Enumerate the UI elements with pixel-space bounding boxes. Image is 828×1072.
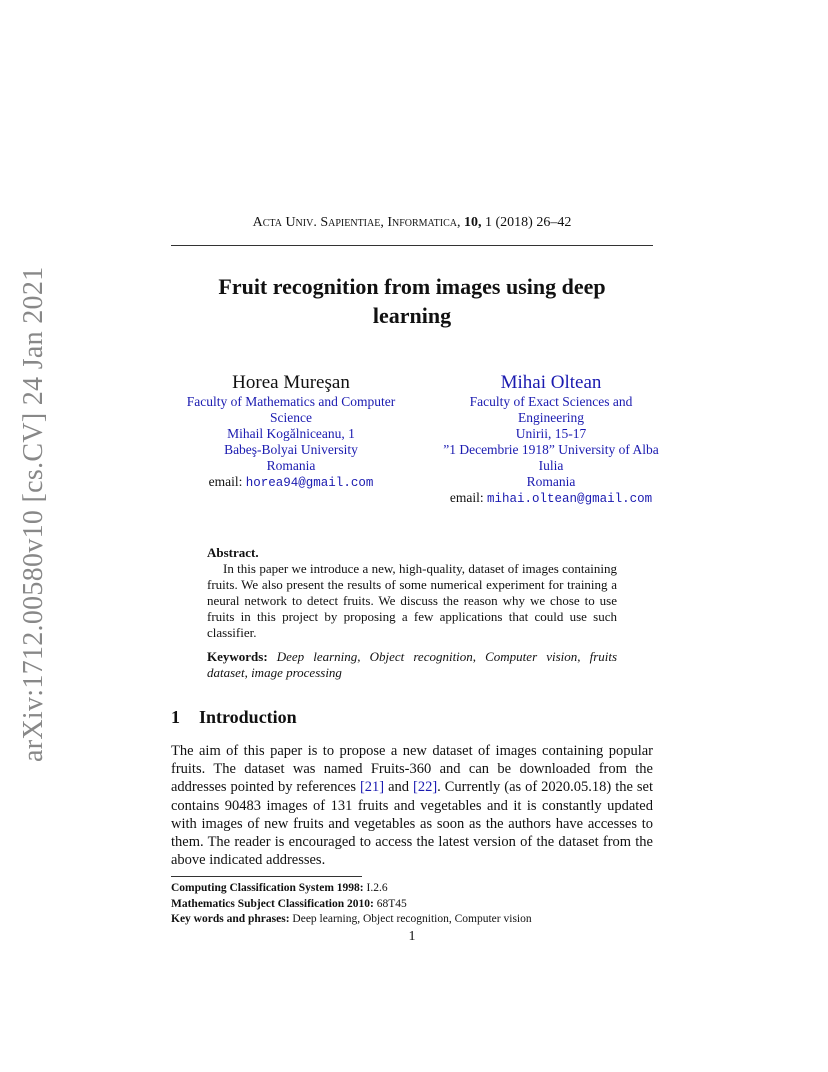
reference-link[interactable]: [22] bbox=[412, 779, 438, 796]
affiliation-line: Faculty of Exact Sciences and bbox=[469, 394, 633, 409]
affiliation-line: Babeş-Bolyai University bbox=[224, 442, 358, 457]
footnote-label: Key words and phrases: bbox=[171, 913, 290, 925]
paper-title bbox=[171, 272, 653, 330]
footnote-line bbox=[171, 897, 653, 913]
keywords: Keywords: Deep learning, Object recognition, Computer vision, fruits dataset, image processing bbox=[207, 649, 618, 680]
footnote-value: I.2.6 bbox=[366, 882, 388, 894]
title-line-1: Fruit recognition from images using deep bbox=[218, 274, 606, 299]
affiliation-line: ”1 Decembrie 1918” University of Alba bbox=[443, 442, 659, 457]
intro-paragraph bbox=[171, 742, 653, 869]
section-number: 1 bbox=[171, 707, 180, 727]
page-number: 1 bbox=[408, 929, 416, 944]
affiliation-line: Unirii, 15-17 bbox=[515, 426, 587, 441]
footnote-value: Deep learning, Object recognition, Computer vision bbox=[292, 913, 532, 925]
author-block-1 bbox=[166, 372, 416, 491]
journal-issue-pages: 1 (2018) 26–42 bbox=[485, 215, 572, 230]
abstract-heading: Abstract. bbox=[207, 545, 259, 560]
footnote-rule bbox=[171, 876, 362, 877]
author-block-2 bbox=[426, 372, 676, 507]
section-heading bbox=[171, 706, 653, 728]
abstract bbox=[207, 545, 617, 681]
author-email bbox=[426, 490, 676, 507]
intro-text: . Currently (as of 2020.05.18) the set contains 90483 images of 131 fruits and vegetables and it is constantly updated with images of new fruits and vegetables as soon as the authors have accesses to them. The reader is encouraged to access the latest version of the dataset from the above indicated addresses. bbox=[171, 779, 653, 869]
footnote-value: 68T45 bbox=[376, 897, 407, 910]
abstract-body: In this paper we introduce a new, high-quality, dataset of images containing fruits. We also present the results of some numerical experiment for training a neural network to detect fruits. We discuss the reason why we chose to use fruits in this project by proposing a few applications that could use such classifier. bbox=[207, 561, 617, 640]
reference-link[interactable]: [21] bbox=[359, 779, 385, 796]
intro-text: and bbox=[384, 779, 413, 796]
affiliation-line: Romania bbox=[526, 474, 576, 489]
affiliation-line: Faculty of Mathematics and Computer bbox=[186, 394, 396, 409]
author-name: Mihai Oltean bbox=[500, 372, 602, 393]
keyword: image processing bbox=[251, 665, 342, 680]
section-title: Introduction bbox=[199, 707, 297, 727]
keyword: Deep learning bbox=[276, 649, 358, 664]
footnote-line bbox=[171, 881, 653, 897]
intro-text: The aim of this paper is to propose a new dataset of images containing popular fruits. The dataset was named Fruits-360 and can be downloaded from the addresses pointed by references bbox=[171, 743, 653, 796]
keyword: Computer vision bbox=[485, 649, 578, 664]
footnotes bbox=[171, 881, 653, 928]
title-line-2: learning bbox=[372, 303, 452, 328]
email-link[interactable]: horea94@gmail.com bbox=[245, 476, 374, 490]
keywords-label: Keywords: bbox=[207, 649, 268, 664]
affiliation-line: Engineering bbox=[518, 410, 584, 425]
keyword: fruits dataset bbox=[207, 649, 618, 680]
affiliation-line: Romania bbox=[266, 458, 316, 473]
journal-header bbox=[171, 214, 653, 232]
arxiv-sidebar-stamp: arXiv:1712.00580v10 [cs.CV] 24 Jan 2021 bbox=[18, 266, 49, 762]
email-link[interactable]: mihai.oltean@gmail.com bbox=[487, 492, 653, 506]
author-name: Horea Mureşan bbox=[232, 372, 350, 393]
journal-name: Acta Univ. Sapientiae, Informatica, bbox=[252, 215, 461, 230]
email-label: email: bbox=[449, 490, 484, 505]
header-rule bbox=[171, 245, 653, 246]
journal-volume: 10, bbox=[464, 215, 482, 230]
footnote-label: Computing Classification System 1998: bbox=[171, 882, 364, 894]
affiliation-line: Science bbox=[270, 410, 312, 425]
affiliation-line: Iulia bbox=[538, 458, 564, 473]
keyword: Object recognition bbox=[369, 649, 473, 664]
author-email bbox=[166, 474, 416, 491]
footnote-label: Mathematics Subject Classification 2010: bbox=[171, 897, 374, 910]
email-label: email: bbox=[208, 474, 243, 489]
footnote-line bbox=[171, 912, 653, 928]
affiliation-line: Mihail Kogălniceanu, 1 bbox=[227, 426, 355, 441]
